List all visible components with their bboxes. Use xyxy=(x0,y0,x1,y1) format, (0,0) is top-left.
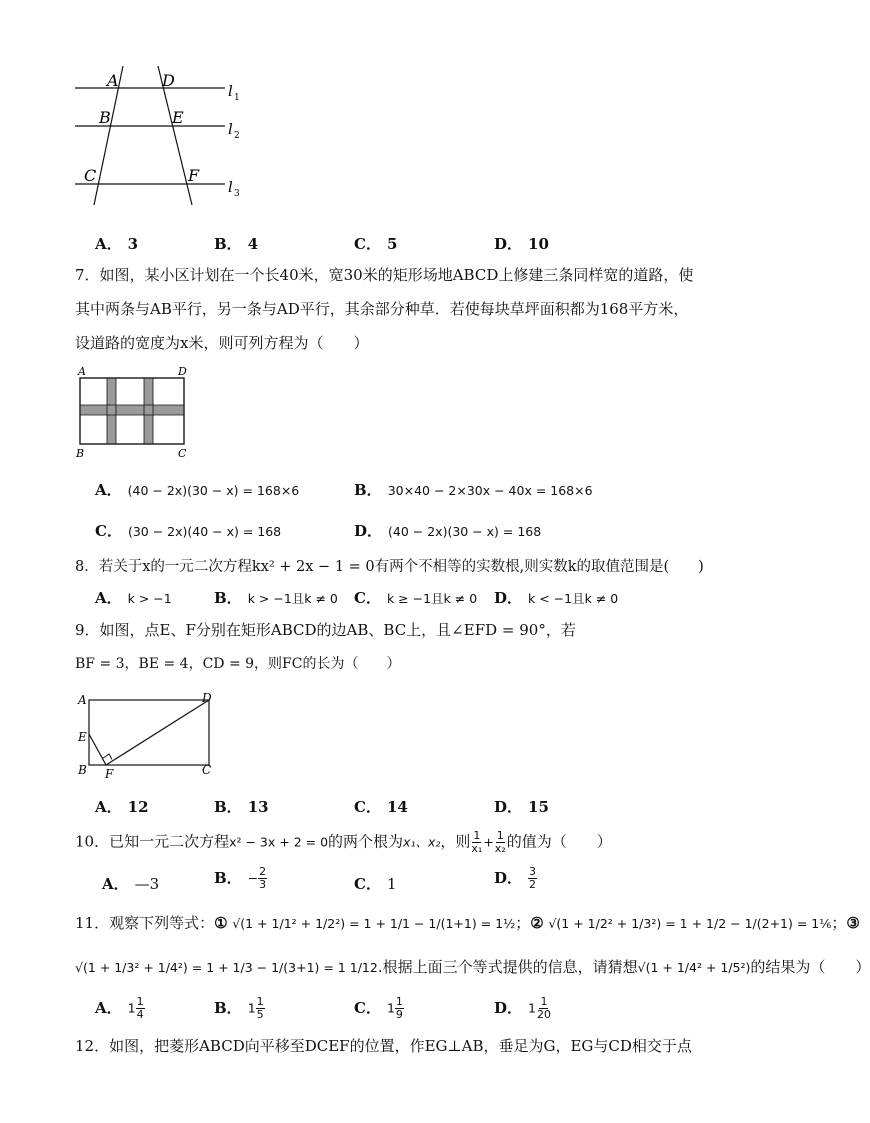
rect-label-A: A xyxy=(78,693,87,707)
parallel-lines-figure xyxy=(70,60,250,210)
q8-option-b[interactable]: B． k > −1且k ≠ 0 xyxy=(214,589,338,607)
q11-option-b[interactable]: B． 1 $\frac{1}{5}$ xyxy=(214,995,264,1021)
q10-option-d[interactable]: D． $\frac{3}{2}$ xyxy=(494,865,537,891)
q11-option-d[interactable]: D． 1 $\frac{1}{20}$ xyxy=(494,995,551,1021)
q6-option-d[interactable]: D． 10 xyxy=(494,235,549,253)
q10-option-a[interactable]: A． —3 xyxy=(102,875,160,893)
rectangle-efd-figure xyxy=(72,688,222,780)
label-C: C xyxy=(84,166,97,185)
field-label-D: D xyxy=(178,365,187,378)
q7-stem-line1: 7．如图，某小区计划在一个长40米，宽30米的矩形场地ABCD上修建三条同样宽的道路，使 xyxy=(75,266,694,284)
label-l3-sub: 3 xyxy=(234,189,240,199)
q9-stem-line1: 9．如图，点E、F分别在矩形ABCD的边AB、BC上，且∠EFD = 90°，若 xyxy=(75,621,576,639)
field-label-C: C xyxy=(178,447,187,460)
q11-line1: 11．观察下列等式：① √(1 + 1/1² + 1/2²) = 1 + 1/1 − 1/(1+1) = 1½；② √(1 + 1/2² + 1/3²) = 1 + 1/2 − 1/(2+1) = 1⅙；③ xyxy=(75,914,860,932)
q6-option-a[interactable]: A． 3 xyxy=(95,235,139,253)
q7-stem-line2: 其中两条与AB平行，另一条与AD平行，其余部分种草．若使每块草坪面积都为168平方米， xyxy=(75,300,689,318)
q9-option-c[interactable]: C． 14 xyxy=(354,798,408,816)
q12-stem-line1: 12．如图，把菱形ABCD向平移至DCEF的位置，作EG⊥AB，垂足为G，EG与CD相交于点 xyxy=(75,1037,692,1055)
q8-option-a[interactable]: A． k > −1 xyxy=(95,589,172,607)
q8-option-d[interactable]: D． k < −1且k ≠ 0 xyxy=(494,589,619,607)
q11-option-c[interactable]: C． 1 $\frac{1}{9}$ xyxy=(354,995,403,1021)
label-F: F xyxy=(188,166,200,185)
rect-label-F: F xyxy=(105,767,114,781)
q8-option-c[interactable]: C． k ≥ −1且k ≠ 0 xyxy=(354,589,478,607)
label-l3: l xyxy=(228,178,233,196)
q6-option-b[interactable]: B． 4 xyxy=(214,235,259,253)
q7-option-b[interactable]: B． 30×40 − 2×30x − 40x = 168×6 xyxy=(354,481,593,499)
q7-option-a[interactable]: A． (40 − 2x)(30 − x) = 168×6 xyxy=(95,481,300,499)
rect-label-B: B xyxy=(78,763,87,777)
q9-option-b[interactable]: B． 13 xyxy=(214,798,269,816)
q8-stem: 8．若关于x的一元二次方程kx² + 2x − 1 = 0有两个不相等的实数根,则实数k的取值范围是( ) xyxy=(75,559,704,575)
q9-stem-line2: BF = 3，BE = 4，CD = 9，则FC的长为（ ） xyxy=(75,656,401,672)
label-A: A xyxy=(107,71,119,90)
q10-option-b[interactable]: B． − $\frac{2}{3}$ xyxy=(214,865,267,891)
label-B: B xyxy=(99,108,111,127)
q10-stem: 10．已知一元二次方程x² − 3x + 2 = 0的两个根为x₁、x₂，则 $\frac{1}{\text{x₁}}$ + $\frac{1}{\text{x₂}}$ 的值为（ ） xyxy=(75,829,612,855)
q7-stem-line3: 设道路的宽度为x米，则可列方程为（ ） xyxy=(75,334,369,352)
rect-label-E: E xyxy=(78,730,87,744)
q11-option-a[interactable]: A． 1 $\frac{1}{4}$ xyxy=(95,995,144,1021)
label-l1: l xyxy=(228,82,233,100)
grass-field-figure xyxy=(70,362,200,462)
q10-option-c[interactable]: C． 1 xyxy=(354,875,397,893)
rect-label-C: C xyxy=(202,763,212,777)
label-E: E xyxy=(172,108,184,127)
field-label-B: B xyxy=(76,447,85,460)
q6-option-c[interactable]: C． 5 xyxy=(354,235,398,253)
label-l2-sub: 2 xyxy=(234,131,240,141)
q7-option-d[interactable]: D． (40 − 2x)(30 − x) = 168 xyxy=(354,522,542,540)
q7-option-c[interactable]: C． (30 − 2x)(40 − x) = 168 xyxy=(95,522,282,540)
rect-label-D: D xyxy=(202,691,212,705)
label-l1-sub: 1 xyxy=(234,93,240,103)
q9-option-d[interactable]: D． 15 xyxy=(494,798,549,816)
q9-option-a[interactable]: A． 12 xyxy=(95,798,149,816)
field-label-A: A xyxy=(78,365,86,378)
label-D: D xyxy=(162,71,175,90)
label-l2: l xyxy=(228,120,233,138)
q11-line2: √(1 + 1/3² + 1/4²) = 1 + 1/3 − 1/(3+1) = 1 1/12.根据上面三个等式提供的信息，请猜想√(1 + 1/4² + 1/5²)的结果为（ ） xyxy=(75,958,870,976)
